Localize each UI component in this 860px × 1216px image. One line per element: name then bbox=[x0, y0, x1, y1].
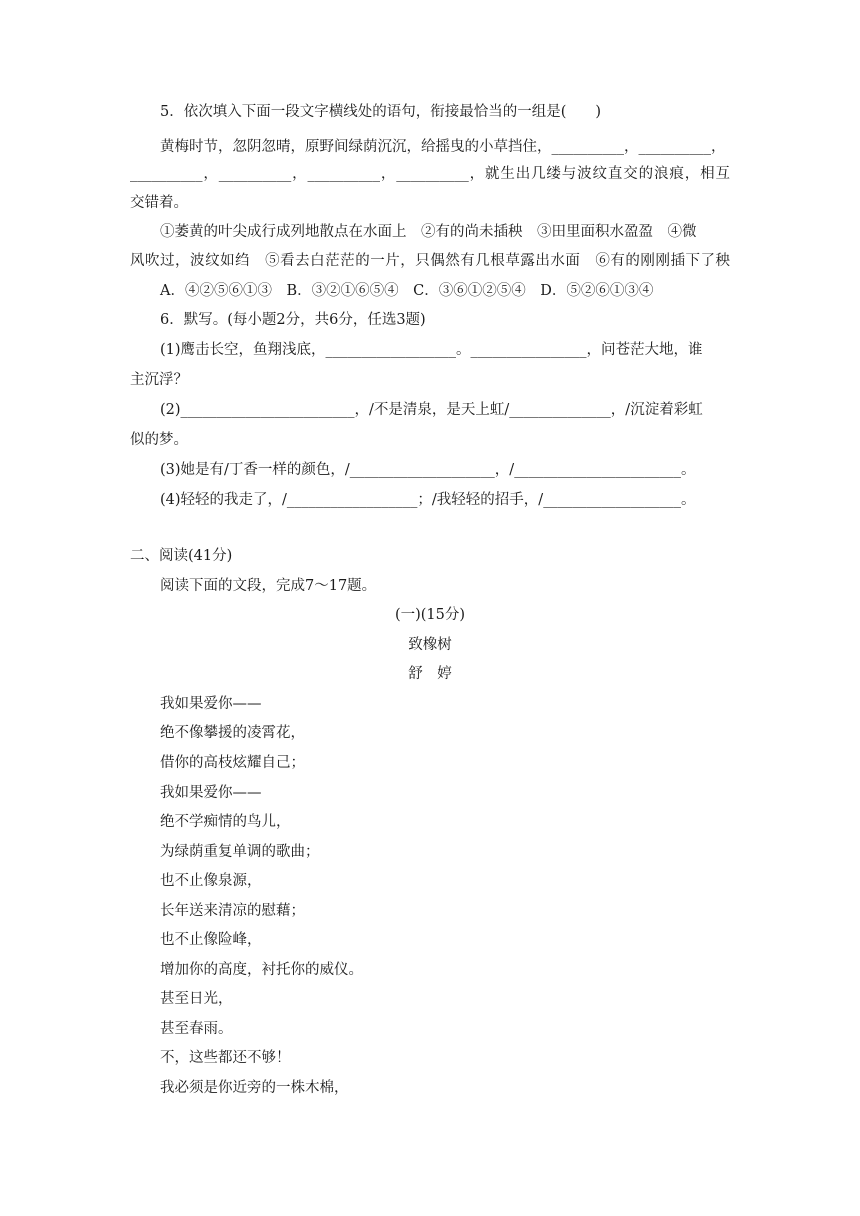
poem-line: 我必须是你近旁的一株木棉， bbox=[160, 1080, 349, 1096]
q6-item-1-line-2: 主沉浮？ bbox=[130, 372, 188, 388]
poem-line: 绝不像攀援的凌霄花， bbox=[160, 725, 305, 741]
poem-title: 致橡树 bbox=[408, 637, 452, 653]
q6-item-1-line-1: (1)鹰击长空，鱼翔浅底，__________________。________________，问苍茫大地，谁 bbox=[160, 342, 703, 358]
q6-item-3: (3)她是有/丁香一样的颜色，/____________________，/_______________________。 bbox=[160, 462, 696, 478]
poem-line: 也不止像险峰， bbox=[160, 932, 262, 948]
q5-passage-line-3: 交错着。 bbox=[130, 195, 188, 211]
q6-item-2-line-2: 似的梦。 bbox=[130, 432, 188, 448]
poem-line: 不，这些都还不够！ bbox=[160, 1050, 291, 1066]
poem-line: 我如果爱你—— bbox=[160, 696, 262, 712]
poem-line: 甚至日光， bbox=[160, 991, 233, 1007]
q5-options-line-2: 风吹过，波纹如绉 ⑤看去白茫茫的一片，只偶然有几根草露出水面 ⑥有的刚刚插下了秧 bbox=[130, 253, 730, 269]
q6-item-2-line-1: (2)________________________，/不是清泉，是天上虹/______________，/沉淀着彩虹 bbox=[160, 402, 703, 418]
poem-line: 绝不学痴情的鸟儿， bbox=[160, 814, 291, 830]
section-instruction: 阅读下面的文段，完成7～17题。 bbox=[160, 578, 377, 594]
part-label: (一)(15分) bbox=[394, 607, 466, 623]
q5-stem: 5．依次填入下面一段文字横线处的语句，衔接最恰当的一组是( ) bbox=[160, 104, 602, 120]
poem-line: 为绿荫重复单调的歌曲； bbox=[160, 844, 320, 860]
poem-line: 增加你的高度，衬托你的威仪。 bbox=[160, 962, 363, 978]
poem-line: 长年送来清凉的慰藉； bbox=[160, 903, 305, 919]
poem-author: 舒 婷 bbox=[408, 666, 452, 682]
poem-line: 也不止像泉源， bbox=[160, 873, 262, 889]
poem-line: 我如果爱你—— bbox=[160, 785, 262, 801]
section-heading: 二、阅读(41分) bbox=[130, 548, 233, 564]
poem-line: 借你的高枝炫耀自己； bbox=[160, 755, 305, 771]
q5-options-line-1: ①萎黄的叶尖成行成列地散点在水面上 ②有的尚未插秧 ③田里面积水盈盈 ④微 bbox=[160, 224, 697, 240]
q5-passage-line-1: 黄梅时节，忽阴忽晴，原野间绿荫沉沉，给摇曳的小草挡住，__________，__________， bbox=[160, 139, 726, 155]
q5-passage-line-2: __________，__________，__________，__________，就生出几缕与波纹直交的浪痕，相互 bbox=[130, 166, 730, 182]
poem-line: 甚至春雨。 bbox=[160, 1021, 233, 1037]
q5-choices: A．④②⑤⑥①③ B．③②①⑥⑤④ C．③⑥①②⑤④ D．⑤②⑥①③④ bbox=[160, 283, 654, 299]
q6-item-4: (4)轻轻的我走了，/__________________；/我轻轻的招手，/___________________。 bbox=[160, 492, 696, 508]
q6-stem: 6．默写。(每小题2分，共6分，任选3题) bbox=[160, 312, 426, 328]
